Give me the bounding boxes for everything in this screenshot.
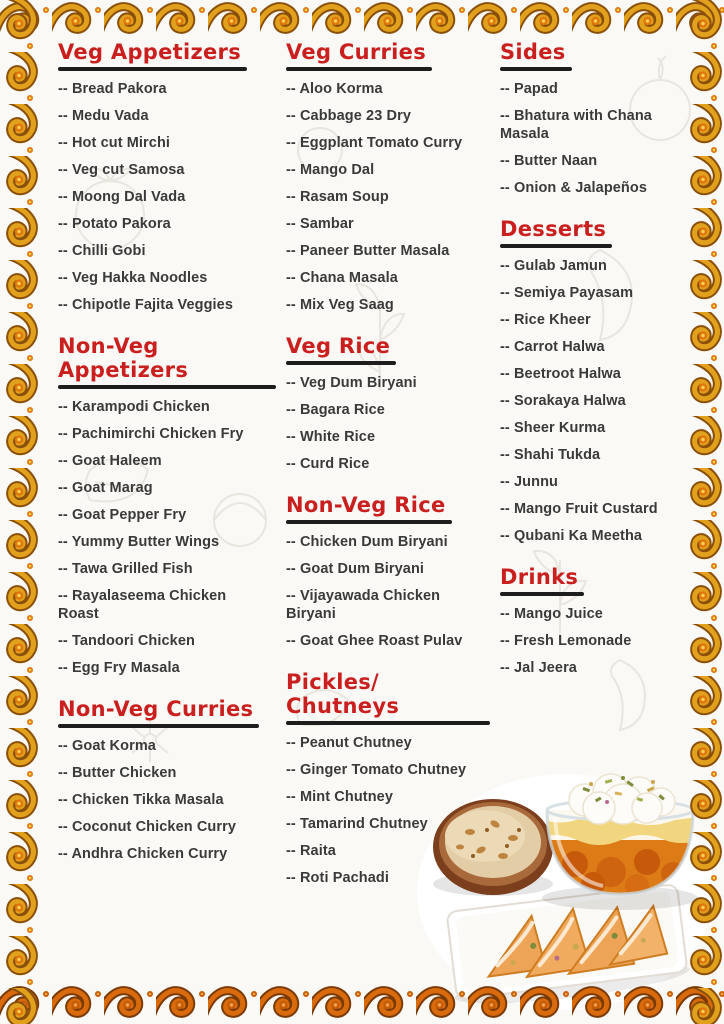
menu-item: -- Chilli Gobi [58,243,146,259]
menu-item: -- Goat Marag [58,480,153,496]
menu-item: -- Tandoori Chicken [58,633,195,649]
section-title: Non-Veg Appetizers [58,334,270,382]
menu-section [286,493,484,650]
menu-section [500,217,676,545]
menu-item: -- Bhatura with Chana Masala [500,108,652,142]
menu-item-list [286,80,484,314]
menu-item: -- Rayalaseema Chicken Roast [58,588,227,622]
menu-section [58,334,270,677]
menu-item: -- Paneer Butter Masala [286,243,450,259]
menu-item-list [500,80,676,197]
section-title: Desserts [500,217,607,241]
menu-item: -- Bagara Rice [286,402,385,418]
menu-column [58,40,270,896]
wooden-bowl [433,799,553,896]
section-title: Non-Veg Rice [286,493,446,517]
menu-item: -- Mix Veg Saag [286,297,394,313]
menu-item: -- Carrot Halwa [500,339,605,355]
menu-item: -- Onion & Jalapeños [500,180,648,196]
menu-section [286,334,484,473]
section-title: Veg Curries [286,40,427,64]
menu-item: -- Karampodi Chicken [58,399,210,415]
menu-item: -- Chicken Tikka Masala [58,792,224,808]
section-title: Non-Veg Curries [58,697,254,721]
menu-item-list [58,80,270,314]
menu-item: -- Yummy Butter Wings [58,534,220,550]
menu-item: -- Andhra Chicken Curry [58,846,228,862]
menu-item: -- Veg cut Samosa [58,162,185,178]
menu-item: -- Mango Fruit Custard [500,501,658,517]
menu-item: -- Medu Vada [58,108,149,124]
section-title: Veg Appetizers [58,40,242,64]
menu-item: -- Chana Masala [286,270,398,286]
menu-item: -- Peanut Chutney [286,735,412,751]
menu-item-list [500,257,676,545]
menu-item: -- Mango Dal [286,162,375,178]
menu-item-list [58,398,270,677]
menu-item: -- Eggplant Tomato Curry [286,135,463,151]
menu-item: -- Mint Chutney [286,789,394,805]
menu-item: -- Chipotle Fajita Veggies [58,297,234,313]
menu-item: -- Goat Dum Biryani [286,561,425,577]
menu-item: -- Chicken Dum Biryani [286,534,448,550]
menu-section [500,565,676,677]
menu-item: -- Hot cut Mirchi [58,135,171,151]
menu-item: -- Cabbage 23 Dry [286,108,411,124]
menu-item: -- Bread Pakora [58,81,167,97]
menu-item: -- Shahi Tukda [500,447,601,463]
dessert-photo [415,752,715,1012]
menu-item: -- Jal Jeera [500,660,577,676]
menu-item: -- Sheer Kurma [500,420,606,436]
menu-item: -- Egg Fry Masala [58,660,180,676]
menu-item: -- Ginger Tomato Chutney [286,762,467,778]
menu-item: -- White Rice [286,429,376,445]
menu-item: -- Beetroot Halwa [500,366,621,382]
menu-item: -- Roti Pachadi [286,870,390,886]
menu-section [286,40,484,314]
menu-item: -- Aloo Korma [286,81,383,97]
menu-item: -- Gulab Jamun [500,258,607,274]
menu-item: -- Coconut Chicken Curry [58,819,237,835]
menu-item: -- Qubani Ka Meetha [500,528,643,544]
menu-item: -- Veg Dum Biryani [286,375,417,391]
menu-item: -- Pachimirchi Chicken Fry [58,426,244,442]
menu-item: -- Goat Haleem [58,453,162,469]
menu-item: -- Tawa Grilled Fish [58,561,193,577]
menu-item-list [58,737,270,863]
menu-item-list [500,605,676,677]
menu-section [500,40,676,197]
menu-item: -- Fresh Lemonade [500,633,632,649]
menu-section [58,697,270,863]
menu-item: -- Goat Ghee Roast Pulav [286,633,463,649]
menu-item: -- Sambar [286,216,354,232]
menu-item: -- Vijayawada Chicken Biryani [286,588,441,622]
menu-item: -- Moong Dal Vada [58,189,186,205]
menu-item-list [286,533,484,650]
section-title: Sides [500,40,566,64]
menu-item: -- Veg Hakka Noodles [58,270,208,286]
menu-item: -- Junnu [500,474,558,490]
menu-item: -- Raita [286,843,336,859]
menu-item: -- Butter Chicken [58,765,177,781]
section-title: Pickles/ Chutneys [286,670,484,718]
menu-section [58,40,270,314]
menu-item: -- Rice Kheer [500,312,591,328]
menu-item: -- Sorakaya Halwa [500,393,626,409]
menu-item: -- Semiya Payasam [500,285,634,301]
menu-item: -- Potato Pakora [58,216,171,232]
menu-item: -- Mango Juice [500,606,603,622]
menu-item-list [286,374,484,473]
menu-item: -- Rasam Soup [286,189,389,205]
menu-item: -- Papad [500,81,558,97]
menu-item: -- Goat Pepper Fry [58,507,187,523]
menu-item: -- Curd Rice [286,456,370,472]
menu-item: -- Tamarind Chutney [286,816,428,832]
section-title: Veg Rice [286,334,391,358]
menu-item: -- Goat Korma [58,738,156,754]
menu-item: -- Butter Naan [500,153,598,169]
section-title: Drinks [500,565,579,589]
